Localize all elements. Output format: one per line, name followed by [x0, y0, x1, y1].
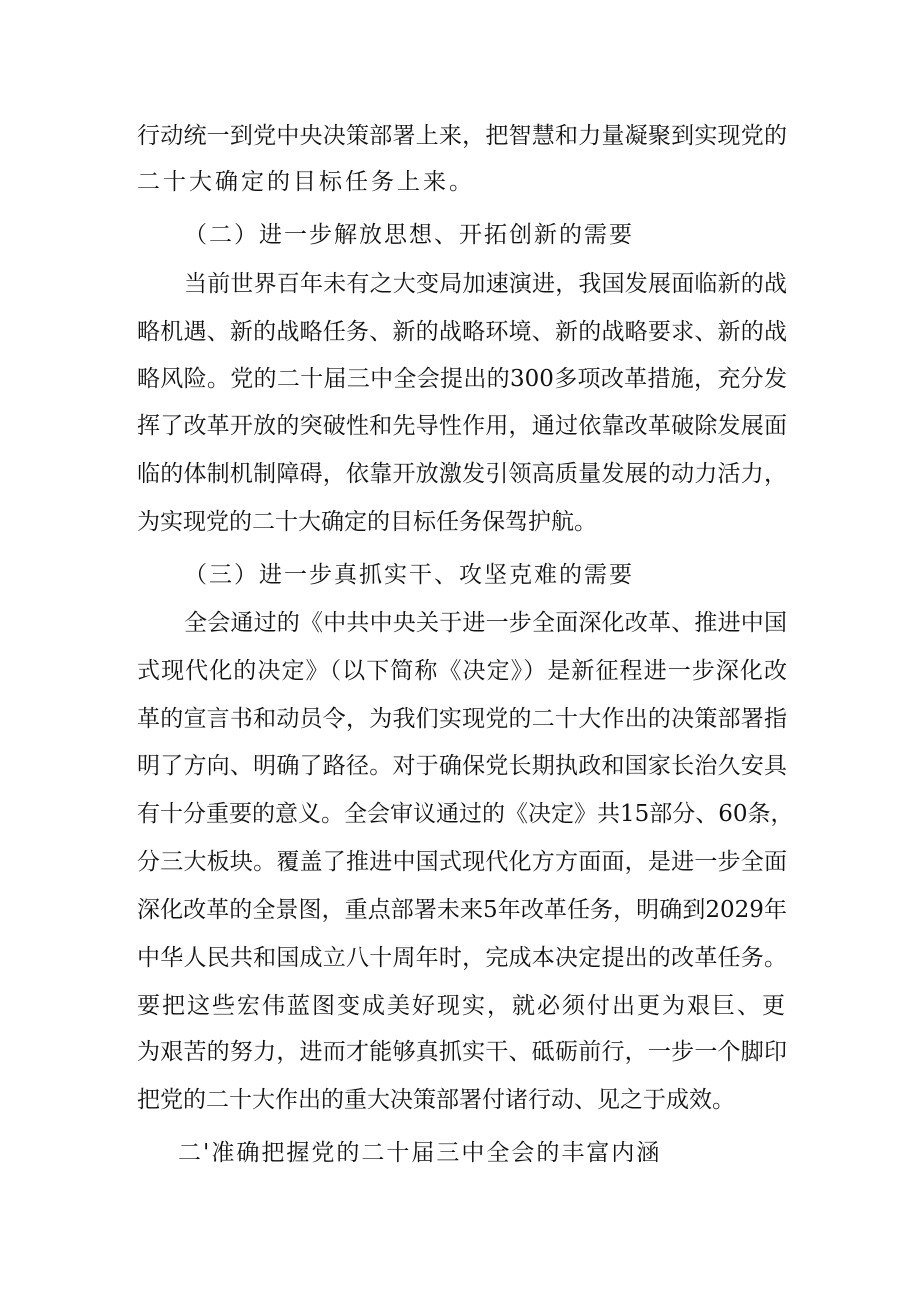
- text-line: 全会通过的《中共中央关于进一步全面深化改革、推进中国: [184, 610, 787, 636]
- text-line: 当前世界百年未有之大变局加速演进，我国发展面临新的战: [184, 271, 787, 297]
- text-line: 略风险。党的二十届三中全会提出的300多项改革措施，充分发: [137, 366, 787, 392]
- text-line: 二十大确定的目标任务上来。: [137, 169, 475, 195]
- text-line: 挥了改革开放的突破性和先导性作用，通过依靠改革破除发展面: [137, 413, 787, 439]
- text-line: 把党的二十大作出的重大决策部署付诸行动、见之于成效。: [137, 1087, 735, 1113]
- text-line: 明了方向、明确了路径。对于确保党长期执政和国家长治久安具: [137, 753, 787, 779]
- text-line: 分三大板块。覆盖了推进中国式现代化方方面面，是进一步全面: [137, 849, 787, 875]
- text-line: 临的体制机制障碍，依靠开放激发引领高质量发展的动力活力，: [137, 461, 787, 487]
- text-line: 有十分重要的意义。全会审议通过的《决定》共15部分、60条，: [137, 801, 794, 827]
- text-line: 为艰苦的努力，进而才能够真抓实干、砥砺前行，一步一个脚印: [137, 1039, 787, 1065]
- text-line: 要把这些宏伟蓝图变成美好现实，就必须付出更为艰巨、更: [137, 993, 787, 1019]
- section-heading: 二'准确把握党的二十届三中全会的丰富内涵: [178, 1140, 662, 1166]
- section-heading: （三）进一步真抓实干、攻坚克难的需要: [184, 562, 634, 588]
- section-heading: （二）进一步解放思想、开拓创新的需要: [184, 222, 634, 248]
- text-line: 略机遇、新的战略任务、新的战略环境、新的战略要求、新的战: [137, 319, 787, 345]
- text-line: 行动统一到党中央决策部署上来，把智慧和力量凝聚到实现党的: [137, 123, 787, 149]
- text-line: 深化改革的全景图，重点部署未来5年改革任务，明确到2029年: [137, 897, 787, 923]
- text-line: 为实现党的二十大确定的目标任务保驾护航。: [137, 509, 597, 535]
- text-line: 革的宣言书和动员令，为我们实现党的二十大作出的决策部署指: [137, 706, 787, 732]
- text-line: 中华人民共和国成立八十周年时，完成本决定提出的改革任务。: [137, 945, 787, 971]
- text-line: 式现代化的决定》（以下简称《决定》）是新征程进一步深化改: [137, 658, 787, 684]
